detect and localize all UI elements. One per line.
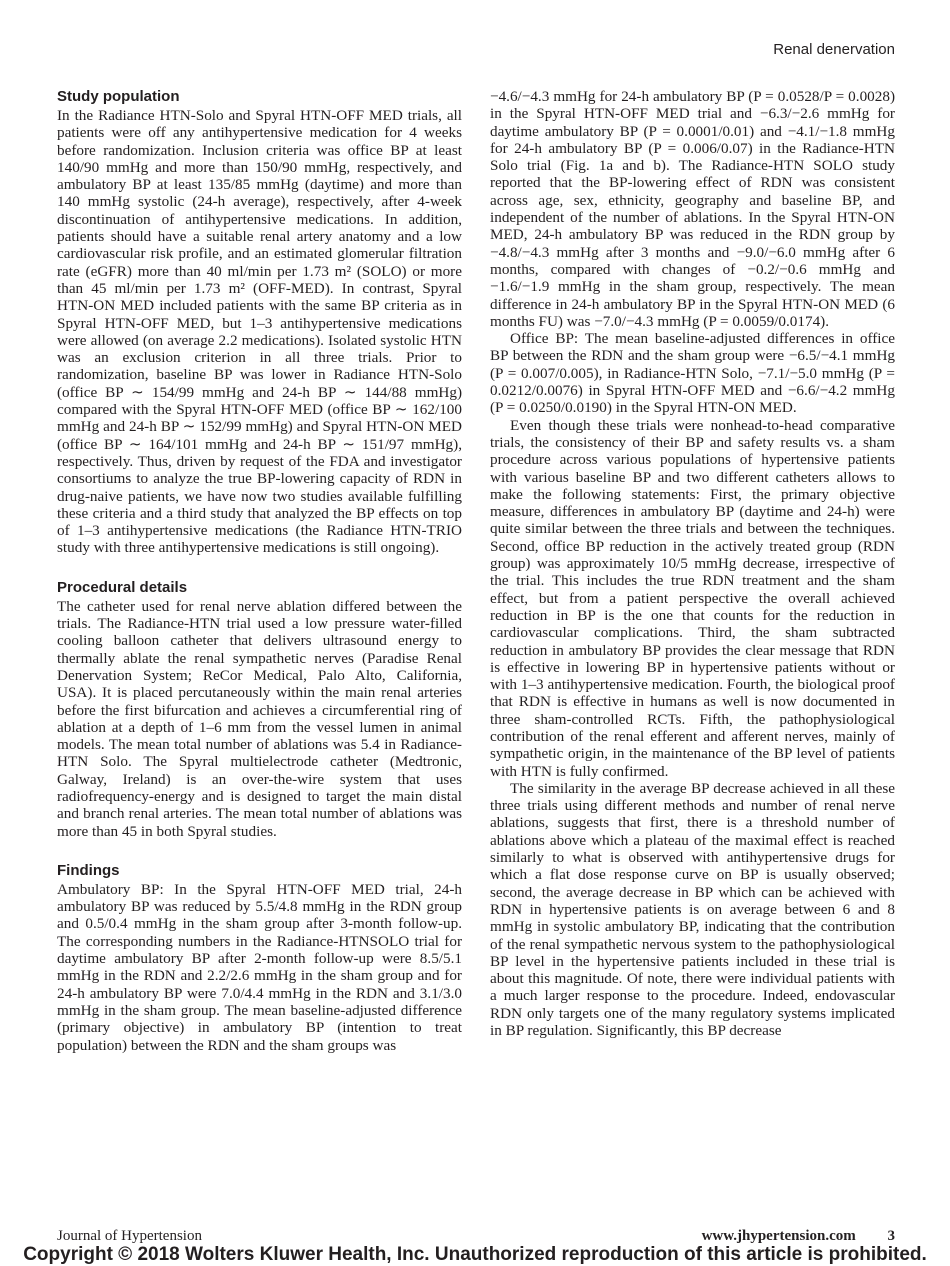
left-column xyxy=(57,88,462,1076)
paragraph: In the Radiance HTN-Solo and Spyral HTN-OFF MED trials, all patients were off any antihypertensive medication for 4 weeks before randomization. Inclusion criteria was office BP at least 140/90 mmHg and more than 150/90 mmHg, respectively, and ambulatory BP at least 135/85 mmHg (daytime) and more than 140 mmHg systolic (24-h average), respectively, after 4-week discontinuation of antihypertensive medications. In addition, patients should have a suitable renal artery anatomy and a low cardiovascular risk profile, and an estimated glomerular filtration rate (eGFR) more than 40 ml/min per 1.73 m² (SOLO) or more than 45 ml/min per 1.73 m² (OFF-MED). In contrast, Spyral HTN-ON MED included patients with the same BP criteria as in Spyral HTN-OFF MED, but 1–3 antihypertensive medications were allowed (on average 2.2 medications). Isolated systolic HTN was an exclusion criterion in all three trials. Prior to randomization, baseline BP was lower in Radiance HTN-Solo (office BP ∼ 154/99 mmHg and 24-h BP ∼ 144/88 mmHg) compared with the Spyral HTN-OFF MED (office BP ∼ 162/100 mmHg and 24-h BP ∼ 152/99 mmHg) and Spyral HTN-ON MED (office BP ∼ 164/101 mmHg and 24-h BP ∼ 151/97 mmHg), respectively. Thus, driven by request of the FDA and investigator consortiums to analyze the true BP-lowering capacity of RDN in drug-naive patients, we have now two studies available fulfilling these criteria and a third study that analyzed the BP effects on top of 1–3 antihypertensive medications (the Radiance HTN-TRIO study with three antihypertensive medications is still ongoing). xyxy=(57,107,462,557)
paragraph: −4.6/−4.3 mmHg for 24-h ambulatory BP (P = 0.0528/P = 0.0028) in the Spyral HTN-OFF MED trial and −6.3/−2.6 mmHg for daytime ambulatory BP (P = 0.0001/0.01) and −4.1/−1.8 mmHg for 24-h ambulatory BP (P = 0.006/0.07) in the Radiance-HTN Solo trial (Fig. 1a and b). The Radiance-HTN SOLO study reported that the BP-lowering effect of RDN was consistent across age, sex, ethnicity, geography and baseline BP, and independent of the number of ablations. In the Spyral HTN-ON MED, 24-h ambulatory BP was reduced in the RDN group by −4.8/−4.3 mmHg after 3 months and −9.0/−6.0 mmHg after 6 months, compared with changes of −0.2/−0.6 mmHg and −1.6/−1.9 mmHg in the sham group, respectively. The mean difference in 24-h ambulatory BP in the Spyral HTN-ON MED (6 months FU) was −7.0/−4.3 mmHg (P = 0.0059/0.0174). xyxy=(490,88,895,330)
section-heading: Study population xyxy=(57,88,180,105)
running-title: Renal denervation xyxy=(773,41,895,58)
paragraph: The catheter used for renal nerve ablation differed between the trials. The Radiance-HTN trial used a low pressure water-filled cooling balloon catheter that delivers ultrasound energy to thermally ablate the renal sympathetic nerves (Paradise Renal Denervation System; ReCor Medical, Palo Alto, California, USA). It is placed percutaneously within the main renal arteries before the first bifurcation and achieves a circumferential ring of ablation at a depth of 1–6 mm from the vessel lumen in animal models. The mean total number of ablations was 5.4 in Radiance-HTN Solo. The Spyral multielectrode catheter (Medtronic, Galway, Ireland) is an over-the-wire system that uses radiofrequency-energy and is designed to target the main distal and branch renal arteries. The mean total number of ablations was more than 45 in both Spyral studies. xyxy=(57,597,462,840)
footer-right xyxy=(702,1228,895,1245)
journal-name: Journal of Hypertension xyxy=(57,1228,202,1244)
copyright-notice: Copyright © 2018 Wolters Kluwer Health, Inc. Unauthorized reproduction of this article is prohibited. xyxy=(23,1244,927,1265)
right-column xyxy=(490,88,895,1039)
paragraph: Office BP: The mean baseline-adjusted differences in office BP between the RDN and the sham group were −6.5/−4.1 mmHg (P = 0.007/0.005), in Radiance-HTN Solo, −7.1/−5.0 mmHg (P = 0.0212/0.0076) in Spyral HTN-OFF MED and −6.6/−4.2 mmHg (P = 0.0250/0.0190) in the Spyral HTN-ON MED. xyxy=(490,330,895,417)
section-study-population xyxy=(57,88,462,557)
section-procedural-details xyxy=(57,579,462,840)
section-heading: Procedural details xyxy=(57,578,188,596)
section-heading: Findings xyxy=(57,861,120,879)
paragraph: The similarity in the average BP decrease achieved in all these three trials using different methods and number of renal nerve ablations, suggests that first, there is a threshold number of ablations above which a plateau of the maximal effect is reached similarly to what is observed with antihypertensive drugs for which a flat dose response curve on BP is usually observed; second, the average decrease in BP which can be achieved with RDN in hypertensive patients is on average between 6 and 8 mmHg in systolic ambulatory BP, indicating that the contribution of the renal sympathetic nervous system to the pathophysiological BP level in the hypertensive patients included in these trial is about this magnitude. Of note, there were individual patients with a much larger response to the procedure. Indeed, endovascular RDN only targets one of the many regulatory systems implicated in BP regulation. Significantly, this BP decrease xyxy=(490,779,895,1040)
page-number: 3 xyxy=(887,1228,895,1244)
section-findings xyxy=(57,862,462,1054)
paragraph: Ambulatory BP: In the Spyral HTN-OFF MED trial, 24-h ambulatory BP was reduced by 5.5/4.8 mmHg in the RDN group and 0.5/0.4 mmHg in the sham group after 3-month follow-up. The corresponding numbers in the Radiance-HTNSOLO trial for daytime ambulatory BP after 2-month follow-up were 8.5/5.1 mmHg in the RDN and 2.2/2.6 mmHg in the sham group and for 24-h ambulatory BP were 7.0/4.4 mmHg in the RDN and 3.1/3.0 mmHg in the sham group. The mean baseline-adjusted difference (primary objective) in ambulatory BP (intention to treat population) between the RDN and the sham groups was xyxy=(57,880,462,1054)
paragraph: Even though these trials were nonhead-to-head comparative trials, the consistency of their BP and safety results vs. a sham procedure across various populations of hypertensive patients with various baseline BP and two different catheters allows to make the following statements: First, the primary objective measure, differences in ambulatory BP (daytime and 24-h) were quite similar between the three trials and between the techniques. Second, office BP reduction in the actively treated group (RDN group) was approximately 10/5 mmHg decrease, irrespective of the trial. This includes the true RDN treatment and the sham effect, but from a patient perspective the overall achieved reduction in BP is the one that counts for the reduction in cardiovascular complications. Third, the sham subtracted reduction in ambulatory BP provides the clear message that RDN is effective in lowering BP in hypertensive patients without or with 1–3 antihypertensive medication. Fourth, the biological proof that RDN is effective in humans as well is now documented in three sham-controlled RCTs. Fifth, the pathophysiological contribution of the renal efferent and afferent nerves, mainly of sympathetic origin, in the maintenance of the BP level of patients with HTN is fully confirmed. xyxy=(490,416,895,780)
journal-url[interactable]: www.jhypertension.com xyxy=(701,1228,856,1244)
